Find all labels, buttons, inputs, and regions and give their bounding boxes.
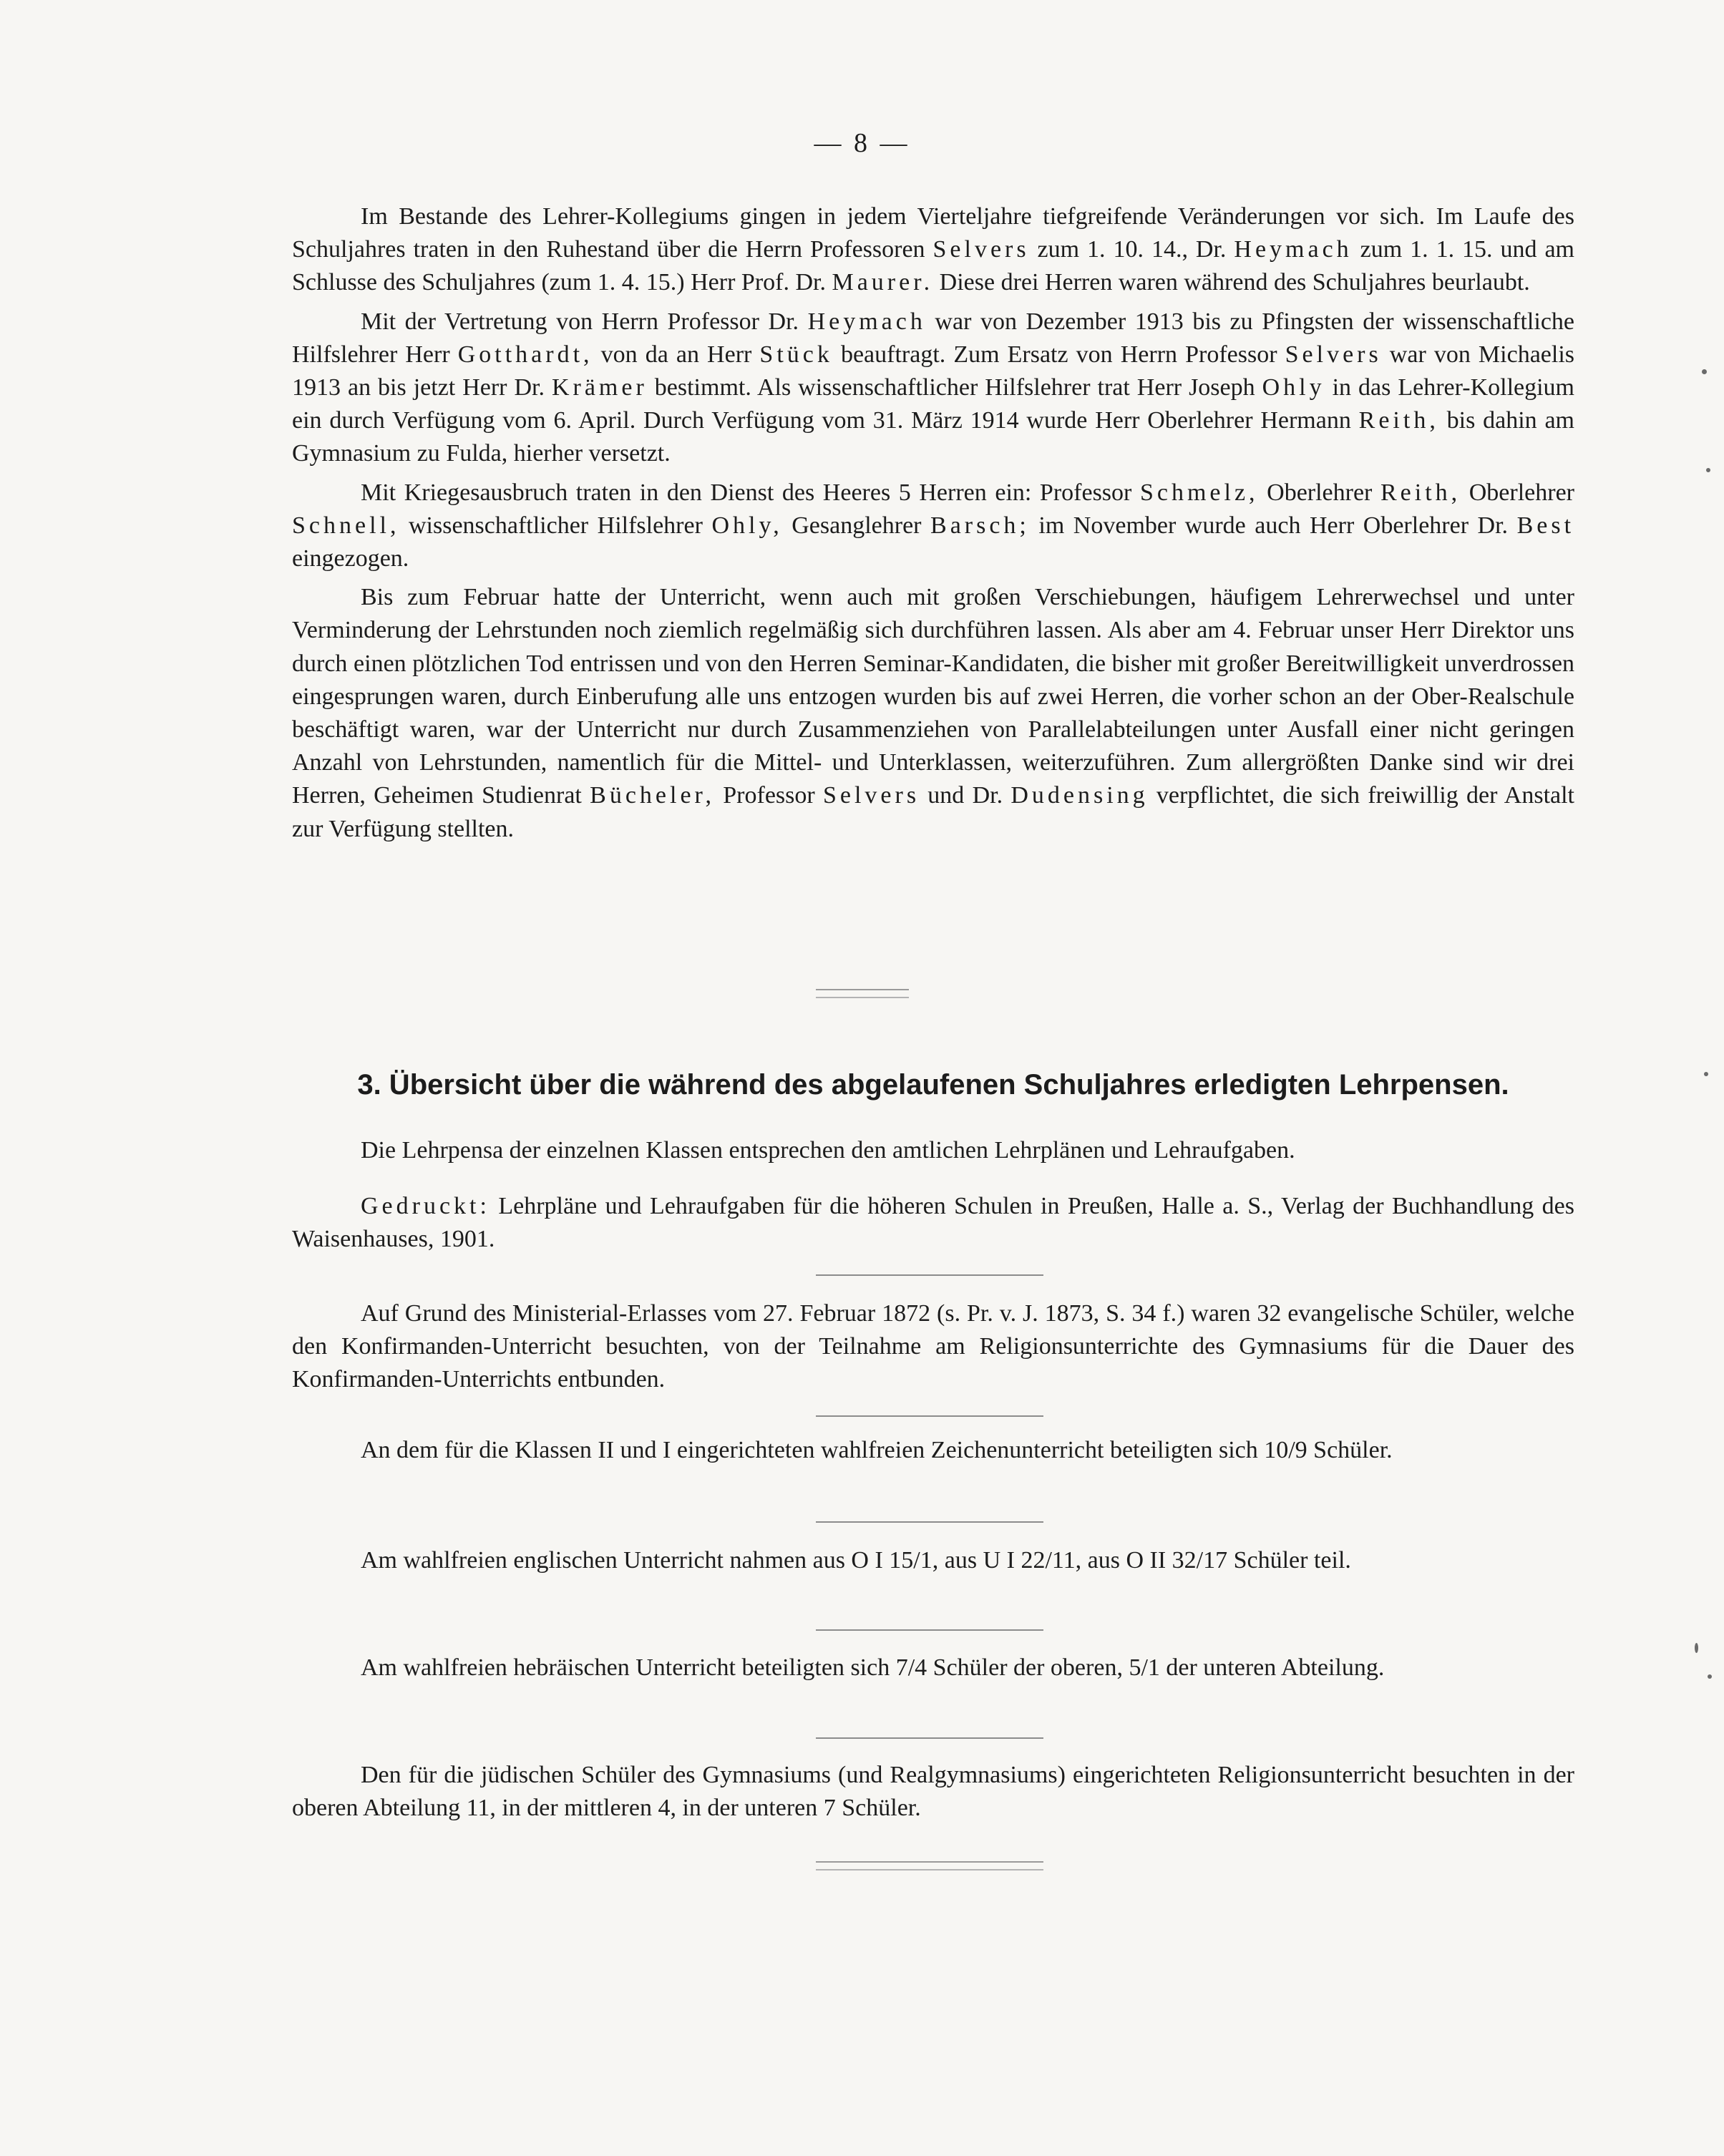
scan-speck bbox=[1706, 468, 1710, 472]
gedruckt-label: Gedruckt: bbox=[361, 1193, 490, 1219]
intro-text-block bbox=[292, 200, 1574, 852]
text-run: zum 1. 1. 15. und am Schlusse des Schuljahres (zum 1. 4. 15.) Herr Prof. Dr. bbox=[292, 236, 1575, 296]
text-run: bestimmt. Als wissenschaftlicher Hilfslehrer trat Herr Joseph bbox=[647, 374, 1262, 401]
spaced-name: Maurer. bbox=[832, 269, 934, 296]
gedruckt-text: Lehrpläne und Lehraufgaben für die höheren Schulen in Preußen, Halle a. S., Verlag der Buchhandlung des Waisenhauses, 1901. bbox=[292, 1193, 1574, 1253]
divider-rule bbox=[816, 1415, 1043, 1417]
spaced-name: Heymach bbox=[807, 308, 926, 335]
spaced-name: Ohly, bbox=[711, 512, 783, 539]
text-run: eingezogen. bbox=[292, 545, 409, 572]
text-run: im November wurde auch Herr Oberlehrer Dr. bbox=[1029, 512, 1517, 539]
text-run: Bis zum Februar hatte der Unterricht, wenn auch mit großen Verschiebungen, häufigem Lehrerwechsel und unter Verminderung der Lehrstunden noch ziemlich regelmäßig sich durchführen lassen. Als aber am 4. Februar unser Herr Direktor uns durch einen plötzlichen Tod entrissen und von den Herren Seminar-Kandidaten, die bisher mit großer Bereitwilligkeit unverdrossen eingesprungen waren, durch Einberufung alle uns entzogen wurden bis auf zwei Herren, die vorher schon an der Ober-Realschule beschäftigt waren, war der Unterricht nur durch Zusammenziehen von Parallelabteilungen unter Ausfall einer nicht geringen Anzahl von Lehrstunden, namentlich für die Mittel- und Unterklassen, weiterzuführen. Zum allergrößten Danke sind wir drei Herren, Geheimen Studienrat bbox=[292, 584, 1574, 809]
spaced-name: Ohly bbox=[1262, 374, 1325, 401]
spaced-name: Selvers bbox=[1285, 341, 1382, 368]
divider-rule bbox=[816, 1521, 1043, 1523]
text-run: Gesanglehrer bbox=[782, 512, 931, 539]
text-run: Oberlehrer bbox=[1258, 479, 1380, 506]
paragraph-religion-juedisch: Den für die jüdischen Schüler des Gymnasiums (und Realgymnasiums) eingerichteten Religionsunterricht besuchten in der oberen Abteilung 11, in der mittleren 4, in der unteren 7 Schüler. bbox=[292, 1762, 1574, 1822]
paragraph-substitutes bbox=[292, 306, 1574, 471]
text-run: wissenschaftlicher Hilfslehrer bbox=[399, 512, 712, 539]
spaced-name: Schnell, bbox=[292, 512, 400, 539]
ornamental-divider bbox=[816, 1861, 1043, 1870]
text-run: Im Bestande des Lehrer-Kollegiums gingen in jedem Vierteljahre tiefgreifende Veränderungen vor sich. Im Laufe des Schuljahres traten in den Ruhestand über die Herrn Professoren bbox=[292, 203, 1574, 263]
text-run: war von Dezember 1913 bis zu Pfingsten der wissenschaftliche Hilfslehrer Herr bbox=[292, 308, 1574, 368]
text-run: Mit der Vertretung von Herrn Professor Dr. bbox=[361, 308, 808, 335]
section-heading: 3. Übersicht über die während des abgelaufenen Schuljahres erledigten Lehrpensen. bbox=[357, 1069, 1509, 1101]
divider-rule bbox=[816, 1737, 1043, 1739]
paragraph-zeichenunterricht: An dem für die Klassen II und I eingerichteten wahlfreien Zeichenunterricht beteiligten sich 10/9 Schüler. bbox=[361, 1437, 1393, 1463]
divider-rule bbox=[816, 1274, 1043, 1276]
paragraph-konfirmanden: Auf Grund des Ministerial-Erlasses vom 27. Februar 1872 (s. Pr. v. J. 1873, S. 34 f.) waren 32 evangelische Schüler, welche den Konfirmanden-Unterricht besuchten, von der Teilnahme am Religionsunterrichte des Gymnasiums für die Dauer des Konfirmanden-Unterrichts entbunden. bbox=[292, 1300, 1574, 1393]
spaced-name: Gotthardt, bbox=[457, 341, 593, 368]
spaced-name: Heymach bbox=[1234, 236, 1353, 263]
paragraph-englisch: Am wahlfreien englischen Unterricht nahmen aus O I 15/1, aus U I 22/11, aus O II 32/17 Schüler teil. bbox=[361, 1547, 1351, 1574]
divider-rule bbox=[816, 1629, 1043, 1631]
spaced-name: Best bbox=[1516, 512, 1575, 539]
scan-speck bbox=[1704, 1072, 1708, 1076]
text-run: zum 1. 10. 14., Dr. bbox=[1029, 236, 1234, 263]
text-run: Professor bbox=[715, 782, 823, 809]
text-run: bis dahin am Gymnasium zu Fulda, hierher versetzt. bbox=[292, 407, 1574, 467]
text-run: Diese drei Herren waren während des Schuljahres beurlaubt. bbox=[933, 269, 1530, 296]
spaced-name: Selvers bbox=[822, 782, 920, 809]
spaced-name: Reith, bbox=[1380, 479, 1461, 506]
ornamental-divider bbox=[816, 989, 909, 998]
spaced-name: Barsch; bbox=[930, 512, 1030, 539]
page-number: — 8 — bbox=[814, 128, 910, 158]
spaced-name: Selvers bbox=[932, 236, 1030, 263]
text-run: war von Michaelis 1913 an bis jetzt Herr Dr. bbox=[292, 341, 1574, 401]
paragraph-gedruckt bbox=[292, 1190, 1574, 1256]
text-run: Mit Kriegesausbruch traten in den Dienst des Heeres 5 Herren ein: Professor bbox=[361, 479, 1140, 506]
text-run: von da an Herr bbox=[593, 341, 760, 368]
paragraph-lehrpensa: Die Lehrpensa der einzelnen Klassen entsprechen den amtlichen Lehrplänen und Lehraufgaben. bbox=[361, 1137, 1295, 1164]
scan-speck bbox=[1708, 1674, 1712, 1679]
spaced-name: Dudensing bbox=[1010, 782, 1149, 809]
text-run: beauftragt. Zum Ersatz von Herrn Professor bbox=[832, 341, 1285, 368]
paragraph-teaching-continuation bbox=[292, 581, 1574, 846]
text-run: und Dr. bbox=[920, 782, 1011, 809]
paragraph-staff-changes bbox=[292, 200, 1574, 300]
text-run: Oberlehrer bbox=[1461, 479, 1574, 506]
text-run: in das Lehrer-Kollegium ein durch Verfügung vom 6. April. Durch Verfügung vom 31. März 1914 wurde Herr Oberlehrer Hermann bbox=[292, 374, 1575, 434]
spaced-name: Schmelz, bbox=[1139, 479, 1259, 506]
scan-speck bbox=[1702, 369, 1707, 374]
scan-speck bbox=[1695, 1643, 1698, 1653]
spaced-name: Krämer bbox=[551, 374, 648, 401]
paragraph-war-service bbox=[292, 477, 1574, 576]
spaced-name: Reith, bbox=[1358, 407, 1439, 434]
text-run: verpflichtet, die sich freiwillig der Anstalt zur Verfügung stellten. bbox=[292, 782, 1574, 842]
paragraph-hebraeisch: Am wahlfreien hebräischen Unterricht beteiligten sich 7/4 Schüler der oberen, 5/1 der unteren Abteilung. bbox=[361, 1654, 1385, 1681]
spaced-name: Stück bbox=[759, 341, 833, 368]
spaced-name: Bücheler, bbox=[590, 782, 715, 809]
